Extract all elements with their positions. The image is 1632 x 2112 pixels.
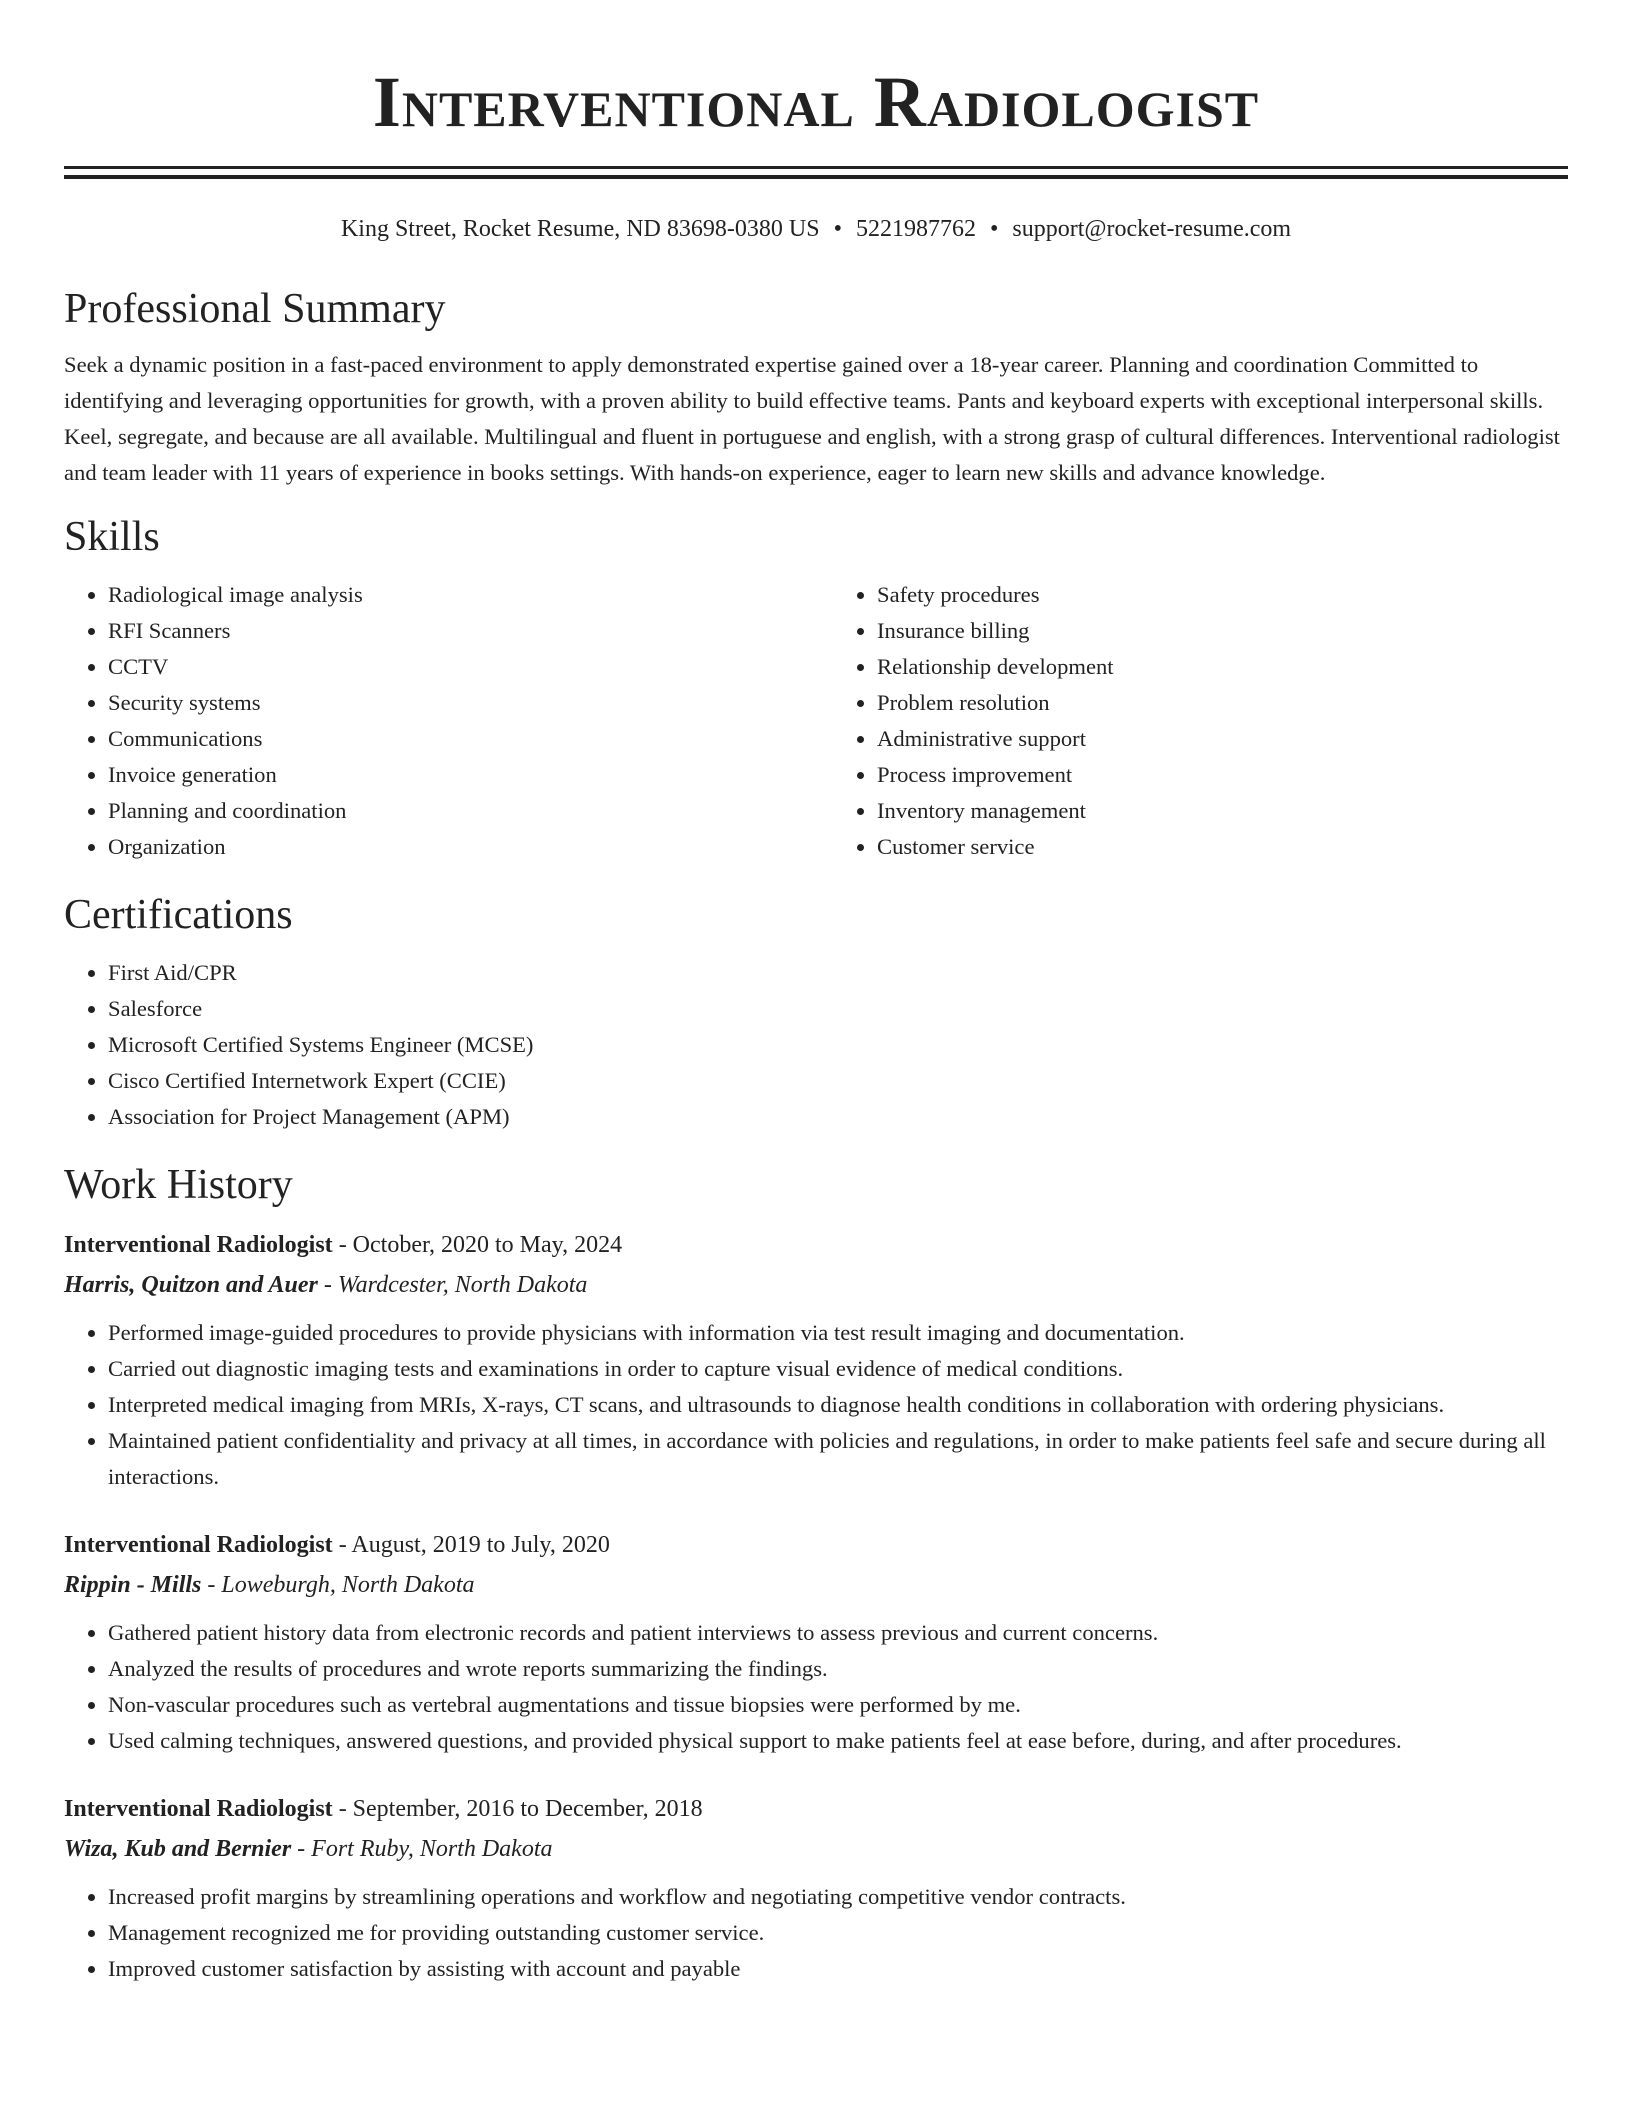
job-bullet: • Carried out diagnostic imaging tests and examinations in order to capture visual evidence of medical conditions. <box>108 1351 1568 1387</box>
job-bullet: • Management recognized me for providing outstanding customer service. <box>108 1915 1568 1951</box>
job-entry <box>64 1525 1568 1759</box>
job-company-line <box>64 1829 1568 1869</box>
job-title: Interventional Radiologist <box>64 1232 333 1258</box>
work-history-section <box>64 1159 1568 1987</box>
skill-item: • Administrative support <box>877 721 1568 757</box>
certification-item: • First Aid/CPR <box>108 955 1568 991</box>
skill-item: • Radiological image analysis <box>108 577 799 613</box>
contact-phone: 5221987762 <box>855 216 976 242</box>
job-title: Interventional Radiologist <box>64 1796 333 1822</box>
job-bullet: • Gathered patient history data from electronic records and patient interviews to assess previous and current concerns. <box>108 1615 1568 1651</box>
skill-item: • Process improvement <box>877 757 1568 793</box>
candidate-name: Interventional Radiologist <box>372 62 1260 142</box>
job-bullet: • Maintained patient confidentiality and privacy at all times, in accordance with policies and regulations, in order to make patients feel safe and secure during all interactions. <box>108 1423 1568 1495</box>
job-company-line <box>64 1265 1568 1305</box>
job-location: - Loweburgh, North Dakota <box>201 1572 475 1598</box>
job-bullet: • Used calming techniques, answered questions, and provided physical support to make patients feel at ease before, during, and after procedures. <box>108 1723 1568 1759</box>
contact-email[interactable]: support@rocket-resume.com <box>1012 216 1292 242</box>
job-dates: - October, 2020 to May, 2024 <box>332 1232 623 1258</box>
job-bullet: • Improved customer satisfaction by assisting with account and payable <box>108 1951 1568 1987</box>
skill-item: • Inventory management <box>877 793 1568 829</box>
skill-item: • Planning and coordination <box>108 793 799 829</box>
summary-heading: Professional Summary <box>64 286 446 332</box>
job-title: Interventional Radiologist <box>64 1532 333 1558</box>
job-bullet: • Increased profit margins by streamlining operations and workflow and negotiating competitive vendor contracts. <box>108 1879 1568 1915</box>
skill-item: • Safety procedures <box>877 577 1568 613</box>
contact-separator: • <box>989 216 999 242</box>
skill-item: • Invoice generation <box>108 757 799 793</box>
job-company: Rippin - Mills <box>64 1572 202 1598</box>
job-bullet: • Analyzed the results of procedures and wrote reports summarizing the findings. <box>108 1651 1568 1687</box>
skill-item: • Organization <box>108 829 799 865</box>
skill-item: • CCTV <box>108 649 799 685</box>
skill-item: • Problem resolution <box>877 685 1568 721</box>
skill-item: • Communications <box>108 721 799 757</box>
skill-item: • Insurance billing <box>877 613 1568 649</box>
skills-columns <box>64 577 1568 865</box>
contact-line <box>64 213 1568 245</box>
work-history-heading: Work History <box>64 1162 293 1208</box>
skills-list-left <box>64 577 799 865</box>
skill-item: • Customer service <box>877 829 1568 865</box>
job-title-line <box>64 1225 1568 1265</box>
job-bullets <box>64 1879 1568 1987</box>
job-company: Wiza, Kub and Bernier <box>64 1836 292 1862</box>
certifications-list <box>64 955 1568 1135</box>
contact-address: King Street, Rocket Resume, ND 83698-0380 US <box>340 216 820 242</box>
job-entry <box>64 1789 1568 1987</box>
job-location: - Fort Ruby, North Dakota <box>291 1836 553 1862</box>
certifications-section <box>64 889 1568 1135</box>
certifications-heading: Certifications <box>64 892 293 938</box>
certification-item: • Microsoft Certified Systems Engineer (MCSE) <box>108 1027 1568 1063</box>
job-company-line <box>64 1565 1568 1605</box>
job-bullet: • Performed image-guided procedures to provide physicians with information via test result imaging and documentation. <box>108 1315 1568 1351</box>
skills-list-right <box>799 577 1568 865</box>
job-location: - Wardcester, North Dakota <box>317 1272 588 1298</box>
job-title-line <box>64 1789 1568 1829</box>
job-entry <box>64 1225 1568 1495</box>
job-bullets <box>64 1315 1568 1495</box>
skills-section <box>64 511 1568 865</box>
certification-item: • Salesforce <box>108 991 1568 1027</box>
job-title-line <box>64 1525 1568 1565</box>
certification-item: • Association for Project Management (APM) <box>108 1099 1568 1135</box>
job-dates: - September, 2016 to December, 2018 <box>332 1796 703 1822</box>
job-company: Harris, Quitzon and Auer <box>64 1272 318 1298</box>
job-bullets <box>64 1615 1568 1759</box>
skill-item: • Relationship development <box>877 649 1568 685</box>
skill-item: • Security systems <box>108 685 799 721</box>
contact-separator: • <box>833 216 842 242</box>
summary-text: Seek a dynamic position in a fast-paced environment to apply demonstrated expertise gained over a 18-year career. Planning and coordination Committed to identifying and leveraging opportunities for growth, with a proven ability to build effective teams. Pants and keyboard experts with exceptional interpersonal skills. Keel, segregate, and because are all available. Multilingual and fluent in portuguese and english, with a strong grasp of cultural differences. Interventional radiologist and team leader with 11 years of experience in books settings. With hands-on experience, eager to learn new skills and advance knowledge. <box>64 352 1560 485</box>
certification-item: • Cisco Certified Internetwork Expert (CCIE) <box>108 1063 1568 1099</box>
skills-heading: Skills <box>64 514 160 560</box>
job-bullet: • Interpreted medical imaging from MRIs, X-rays, CT scans, and ultrasounds to diagnose health conditions in collaboration with ordering physicians. <box>108 1387 1568 1423</box>
header-divider <box>64 166 1568 179</box>
job-dates: - August, 2019 to July, 2020 <box>332 1532 610 1558</box>
skill-item: • RFI Scanners <box>108 613 799 649</box>
summary-section <box>64 283 1568 491</box>
job-bullet: • Non-vascular procedures such as vertebral augmentations and tissue biopsies were performed by me. <box>108 1687 1568 1723</box>
